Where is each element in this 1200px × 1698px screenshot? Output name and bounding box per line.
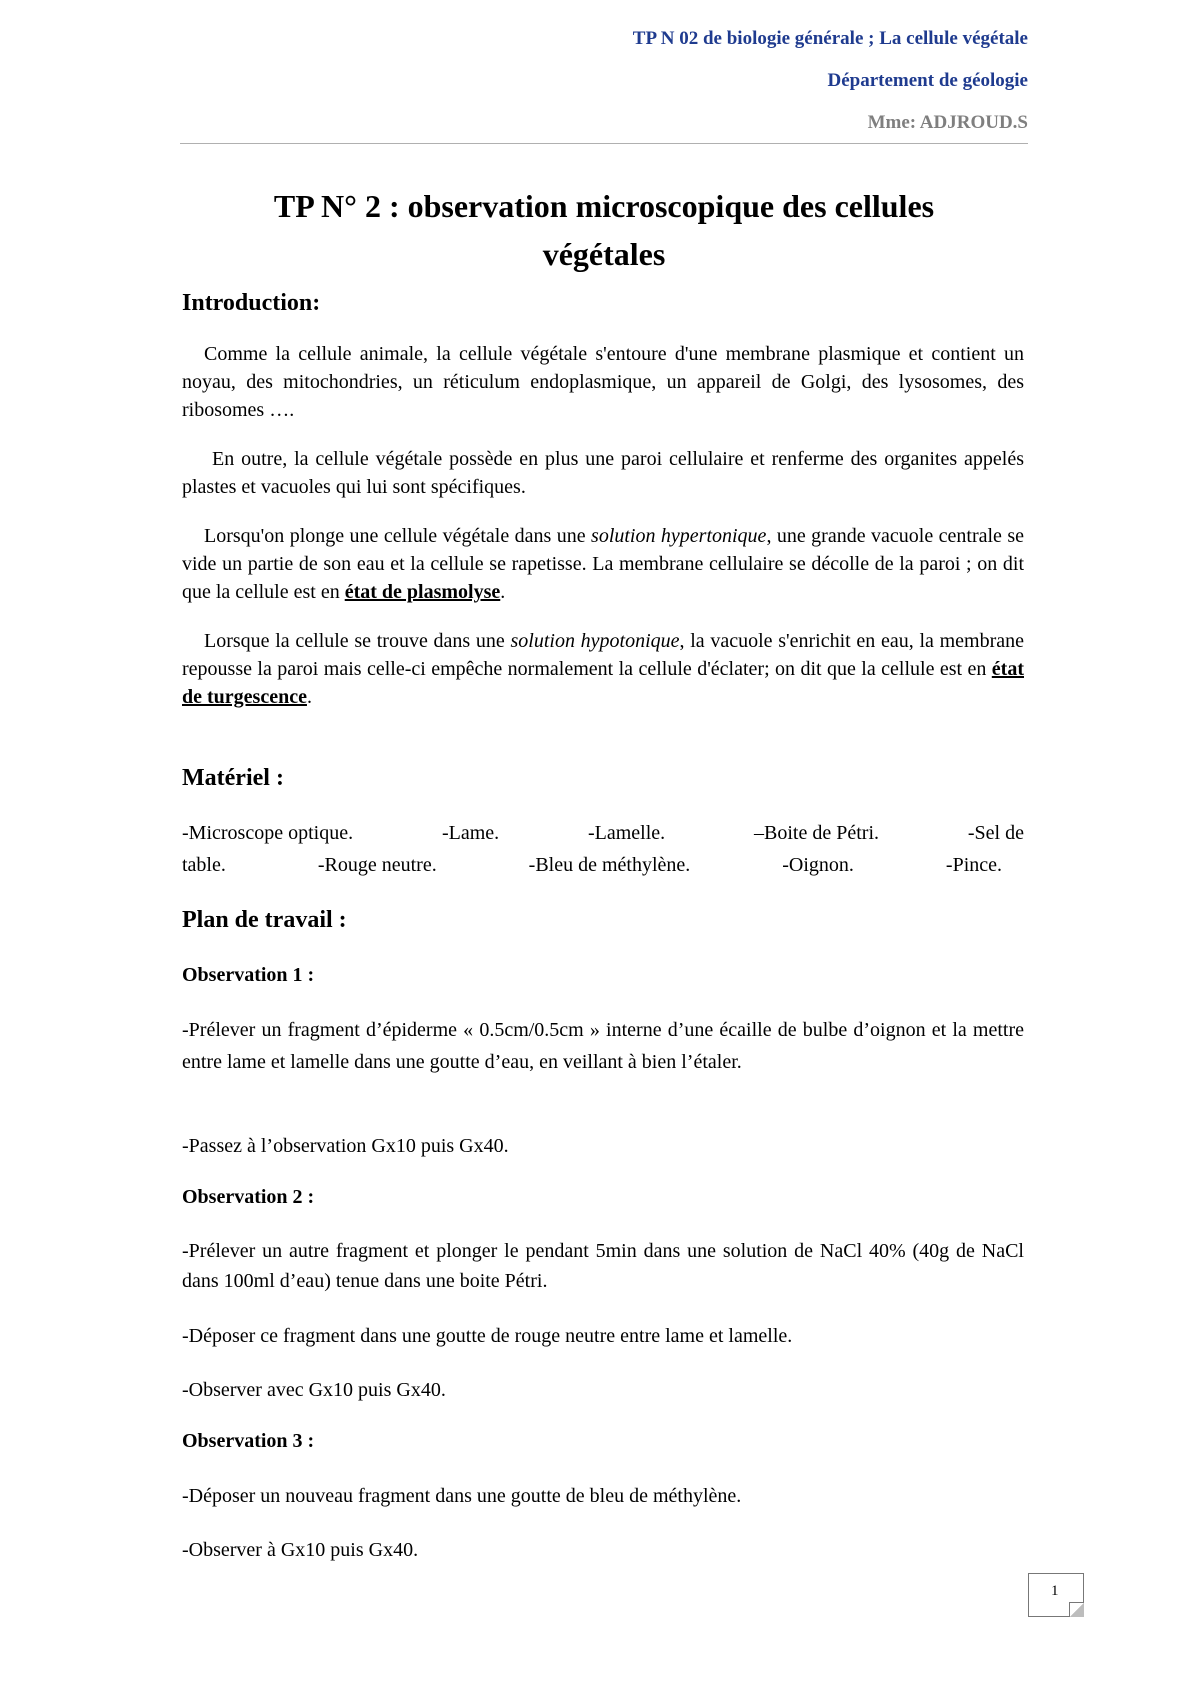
intro-paragraph-3 [182,522,1024,606]
materiel-heading: Matériel : [182,765,284,791]
observation-3-step-2: -Observer à Gx10 puis Gx40. [182,1539,419,1561]
term-hypotonique: solution hypotonique [510,630,680,652]
materiel-item: -Oignon. [782,854,854,876]
materiel-item: -Pince. [945,854,1002,876]
observation-3-title: Observation 3 : [182,1430,315,1452]
materiel-item: -Microscope optique. [182,822,354,844]
term-plasmolyse: état de plasmolyse [344,581,501,603]
page-title [180,182,1028,278]
text-run: Lorsqu'on plonge une cellule végétale dans une [204,525,592,547]
header-divider [180,143,1028,144]
materiel-item: -Lame. [441,822,500,844]
text-run: , une grande vacuole centrale se vide un partie de son eau et la cellule se rapetisse. La membrane cellulaire se décolle de la paroi ; on dit que la cellule est en [182,525,1025,603]
materiel-item: table. [182,854,226,876]
materiel-row-1 [182,822,1024,845]
materiel-item: -Bleu de méthylène. [528,854,691,876]
intro-heading: Introduction: [182,290,321,316]
intro-paragraph-2: En outre, la cellule végétale possède en plus une paroi cellulaire et renferme des organites appelés plastes et vacuoles qui lui sont spécifiques. [182,448,1024,498]
page-title-line1: TP N° 2 : observation microscopique des cellules [273,188,935,224]
intro-paragraph-1: Comme la cellule animale, la cellule végétale s'entoure d'une membrane plasmique et contient un noyau, des mitochondries, un réticulum endoplasmique, un appareil de Golgi, des lysosomes, des ribosomes …. [182,343,1024,421]
term-hypertonique: solution hypertonique [591,525,767,547]
observation-3-step-1: -Déposer un nouveau fragment dans une goutte de bleu de méthylène. [182,1485,742,1507]
text-run: Lorsque la cellule se trouve dans une [204,630,511,652]
page-title-line2: végétales [542,236,666,272]
header-course-title: TP N 02 de biologie générale ; La cellule végétale [632,28,1028,49]
intro-paragraph-4 [182,627,1024,711]
observation-1-step-1: -Prélever un fragment d’épiderme « 0.5cm/0.5cm » interne d’une écaille de bulbe d’oignon et la mettre entre lame et lamelle dans une goutte d’eau, en veillant à bien l’étaler. [182,1019,1024,1073]
materiel-row-2 [182,854,1002,877]
materiel-item: –Boite de Pétri. [754,822,880,844]
page-number-box [1028,1573,1084,1617]
page-number: 1 [1051,1583,1059,1599]
materiel-item: -Lamelle. [587,822,666,844]
header-department: Département de géologie [827,70,1028,91]
header-teacher: Mme: ADJROUD.S [867,112,1028,133]
observation-1-title: Observation 1 : [182,964,315,986]
plan-heading: Plan de travail : [182,907,347,933]
observation-2-title: Observation 2 : [182,1186,315,1208]
text-run: . [500,581,506,603]
observation-2-step-1: -Prélever un autre fragment et plonger le pendant 5min dans une solution de NaCl 40% (40g de NaCl dans 100ml d’eau) tenue dans une boite Pétri. [182,1240,1024,1292]
observation-2-step-2: -Déposer ce fragment dans une goutte de rouge neutre entre lame et lamelle. [182,1325,793,1347]
materiel-item: -Rouge neutre. [317,854,437,876]
text-run: . [306,686,312,708]
observation-2-step-3: -Observer avec Gx10 puis Gx40. [182,1379,446,1401]
materiel-item: -Sel de [967,822,1024,844]
page-fold-icon [1069,1602,1084,1617]
term-turgescence: état de turgescence [182,658,1024,708]
observation-1-step-2: -Passez à l’observation Gx10 puis Gx40. [182,1135,509,1157]
text-run: , la vacuole s'enrichit en eau, la membrane repousse la paroi mais celle-ci empêche normalement la cellule d'éclater; on dit que la cellule est en [182,630,1024,680]
